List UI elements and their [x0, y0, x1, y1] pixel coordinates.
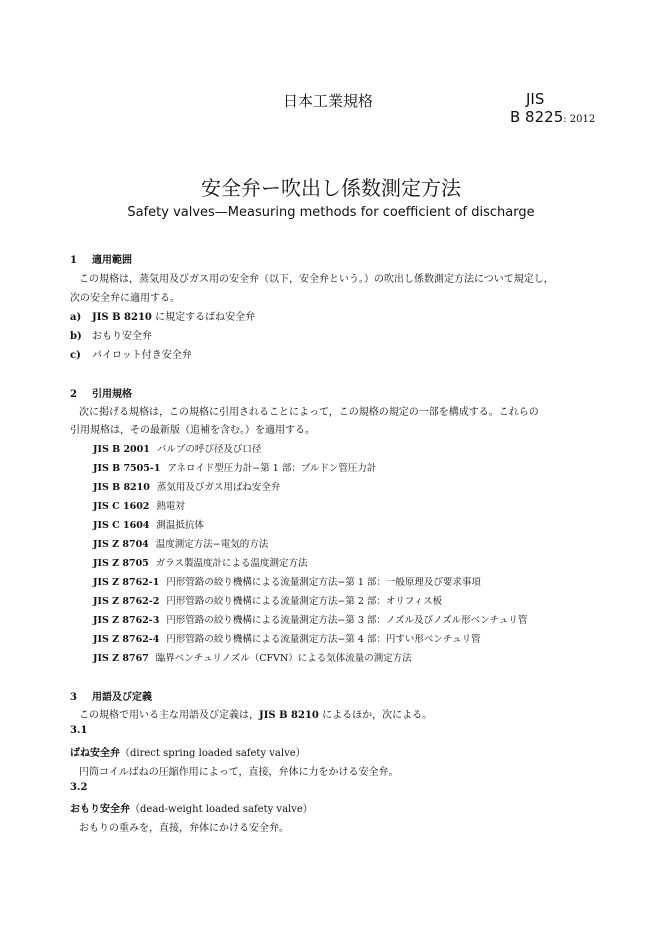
- reference-code: JIS B 8210: [93, 482, 150, 493]
- term-definition: おもりの重みを，直接，弁体にかける安全弁。: [79, 823, 289, 834]
- term-entry: [70, 744, 306, 759]
- section2-para-line1: 次に掲げる規格は，この規格に引用されることによって，この規格の規定の一部を構成する。これらの: [79, 407, 539, 418]
- section1-heading: [70, 251, 132, 266]
- section1-number: 1: [70, 255, 77, 266]
- reference-item: [93, 498, 185, 512]
- title-english: Safety valves—Measuring methods for coefficient of discharge: [127, 205, 535, 220]
- reference-title: 臨界ベンチュリノズル（CFVN）による気体流量の測定方法: [155, 653, 412, 664]
- section2-number: 2: [70, 389, 77, 400]
- standard-code: B 8225: [510, 108, 564, 126]
- section1-title: 適用範囲: [92, 255, 132, 266]
- reference-title: 測温抵抗体: [156, 520, 204, 531]
- reference-item: [93, 593, 442, 607]
- item-label: a): [70, 312, 82, 323]
- section1-item-c: [70, 346, 192, 361]
- standard-number: [510, 108, 595, 126]
- reference-title: アネロイド型圧力計−第 1 部：ブルドン管圧力計: [167, 463, 377, 474]
- reference-title: 温度測定方法−電気的方法: [155, 539, 269, 550]
- reference-title: 円形管路の絞り機構による流量測定方法−第 4 部：円すい形ベンチュリ管: [166, 634, 481, 645]
- term-name: おもり安全弁: [70, 804, 130, 815]
- reference-code: JIS Z 8705: [93, 558, 149, 569]
- section1-item-b: [70, 327, 152, 342]
- reference-item: [93, 536, 268, 550]
- term-english: （dead-weight loaded safety valve）: [130, 804, 313, 815]
- reference-code: JIS C 1602: [93, 501, 150, 512]
- item-text: パイロット付き安全弁: [92, 350, 192, 361]
- item-label: c): [70, 350, 81, 361]
- reference-item: [93, 441, 261, 455]
- standard-name: 日本工業規格: [283, 92, 374, 110]
- reference-item: [93, 631, 481, 645]
- reference-title: 円形管路の絞り機構による流量測定方法−第 2 部：オリフィス板: [166, 596, 443, 607]
- title-japanese: 安全弁ー吹出し係数測定方法: [201, 176, 461, 200]
- term-number: 3.2: [70, 782, 88, 793]
- reference-title: 蒸気用及びガス用ばね安全弁: [156, 482, 281, 493]
- reference-code: JIS Z 8767: [93, 653, 149, 664]
- item-text: おもり安全弁: [92, 331, 152, 342]
- reference-code: JIS Z 8762-4: [93, 634, 160, 645]
- section1-para-line1: この規格は，蒸気用及びガス用の安全弁（以下，安全弁という。）の吹出し係数測定方法について規定し，: [79, 274, 554, 285]
- reference-title: 円形管路の絞り機構による流量測定方法−第 1 部：一般原理及び要求事項: [166, 577, 481, 588]
- item-text: に規定するばね安全弁: [151, 312, 256, 323]
- section2-para-line2: 引用規格は，その最新版（追補を含む。）を適用する。: [70, 425, 315, 436]
- reference-code: JIS C 1604: [93, 520, 150, 531]
- section1-para-line2: 次の安全弁に適用する。: [70, 293, 180, 304]
- standard-year: : 2012: [563, 114, 596, 125]
- section3-para: [79, 706, 432, 721]
- jis-label: JIS: [526, 90, 545, 108]
- reference-code: JIS Z 8762-3: [93, 615, 160, 626]
- section3-para-post: によるほか，次による。: [318, 710, 433, 721]
- reference-title: ガラス製温度計による温度測定方法: [155, 558, 308, 569]
- section2-heading: [70, 385, 132, 400]
- reference-item: [93, 517, 204, 531]
- term-english: （direct spring loaded safety valve）: [120, 748, 306, 759]
- section3-number: 3: [70, 692, 77, 703]
- reference-code: JIS B 7505-1: [93, 463, 161, 474]
- reference-item: [93, 574, 481, 588]
- reference-code: JIS B 2001: [93, 444, 150, 455]
- term-definition: 円筒コイルばねの圧縮作用によって，直接，弁体に力をかける安全弁。: [79, 767, 399, 778]
- section1-item-a: [70, 308, 255, 323]
- term-entry: [70, 800, 313, 815]
- reference-item: [93, 555, 308, 569]
- term-name: ばね安全弁: [70, 748, 120, 759]
- reference-title: バルブの呼び径及び口径: [156, 444, 262, 455]
- section3-para-code: JIS B 8210: [259, 710, 319, 721]
- reference-item: [93, 479, 280, 493]
- section2-title: 引用規格: [92, 389, 132, 400]
- section3-para-pre: この規格で用いる主な用語及び定義は，: [79, 710, 259, 721]
- reference-code: JIS Z 8704: [93, 539, 149, 550]
- reference-title: 熱電対: [156, 501, 185, 512]
- section3-title: 用語及び定義: [92, 692, 152, 703]
- section3-heading: [70, 688, 152, 703]
- reference-item: [93, 612, 527, 626]
- item-code: JIS B 8210: [92, 312, 152, 323]
- term-number: 3.1: [70, 725, 88, 736]
- reference-item: [93, 650, 412, 664]
- reference-code: JIS Z 8762-2: [93, 596, 160, 607]
- reference-title: 円形管路の絞り機構による流量測定方法−第 3 部：ノズル及びノズル形ベンチュリ管: [166, 615, 528, 626]
- item-label: b): [70, 331, 82, 342]
- reference-code: JIS Z 8762-1: [93, 577, 160, 588]
- reference-item: [93, 460, 376, 474]
